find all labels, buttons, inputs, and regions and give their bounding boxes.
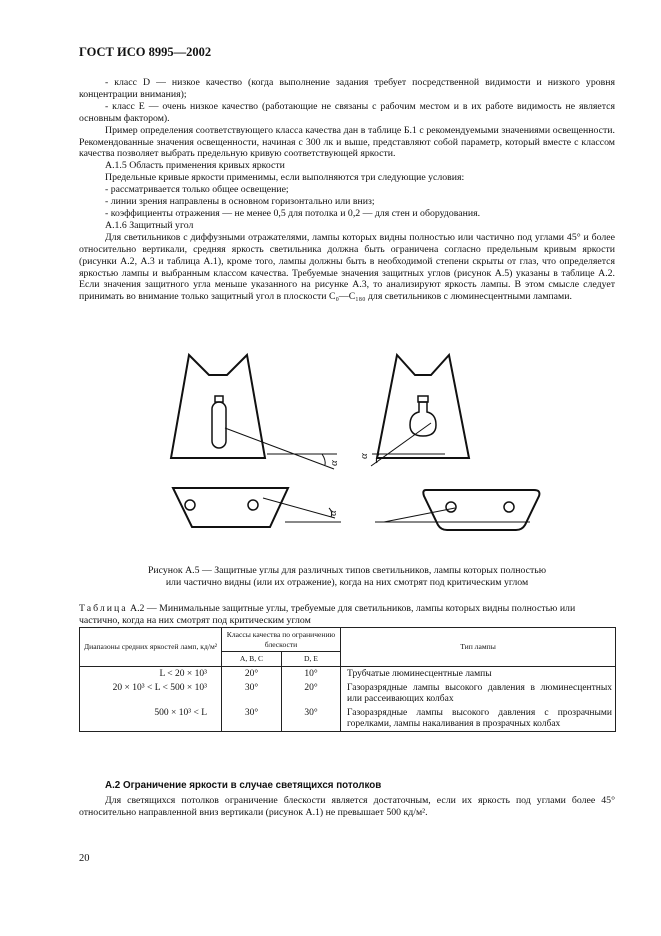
luminaire-right-body xyxy=(377,355,469,458)
paragraph: - класс D — низкое качество (когда выполнение задания требует посредственной видимости и низкого уровня концентрации внимания); xyxy=(79,77,615,100)
cell-de: 20° xyxy=(282,681,341,706)
table-row xyxy=(80,681,616,706)
cell-range: 20 × 10³ < L < 500 × 10³ xyxy=(80,681,222,706)
paragraph: - класс Е — очень низкое качество (работающие не связаны с рабочим местом и в их работе видимость не является основным фактором). xyxy=(79,100,615,124)
cell-type: Трубчатые люминесцентные лампы xyxy=(341,666,616,681)
page-number: 20 xyxy=(79,853,90,864)
luminaire-right-cross-section xyxy=(423,490,539,530)
caption-line: Рисунок А.5 — Защитные углы для различных типов светильников, лампы которых полностью xyxy=(147,565,547,576)
section-a2-heading: А.2 Ограничение яркости в случае светящихся потолков xyxy=(105,780,382,791)
angle-arc xyxy=(322,454,325,465)
cell-range: 500 × 10³ < L xyxy=(80,706,222,732)
cell-abc: 30° xyxy=(222,706,282,732)
cell-abc: 20° xyxy=(222,666,282,681)
cell-abc: 30° xyxy=(222,681,282,706)
table-a2 xyxy=(79,627,616,732)
cell-range: L < 20 × 10³ xyxy=(80,666,222,681)
alpha-label: α xyxy=(358,453,370,459)
sight-line xyxy=(384,508,455,522)
sight-line xyxy=(225,428,334,469)
lamp-circle xyxy=(446,502,456,512)
bulb-lamp-icon xyxy=(410,402,436,436)
list-item: - линии зрения направлены в основном горизонтально или вниз; xyxy=(105,196,375,208)
figure-caption xyxy=(79,565,615,589)
table-caption-text: А.2 — Минимальные защитные углы, требуемые для светильников, лампы которых видны полностью или частично, когда на них смотрят под критическим углом xyxy=(79,603,576,626)
cell-de: 30° xyxy=(282,706,341,732)
lamp-holder xyxy=(418,396,428,402)
section-heading: А.1.5 Область применения кривых яркости xyxy=(105,160,285,172)
col-header-classes: Классы качества по ограничению блескости xyxy=(222,628,341,652)
alpha-label: α xyxy=(327,510,339,516)
cell-type: Газоразрядные лампы высокого давления в люминесцентных или рассеивающих колбах xyxy=(341,681,616,706)
page-header: ГОСТ ИСО 8995—2002 xyxy=(79,45,212,59)
paragraph: Пример определения соответствующего класса качества дан в таблице Б.1 с рекомендуемыми значениями освещенности. Рекомендованные значения освещенности, начиная с 300 лк и выше, представляют собой параметр, который вместе с классом качества позволяет выбрать предельную кривую соответствующей яркости. xyxy=(79,124,615,160)
table-caption xyxy=(79,603,615,626)
col-header-range: Диапазоны средних яркостей ламп, кд/м² xyxy=(80,628,222,667)
body-text xyxy=(79,77,615,303)
lamp-circle xyxy=(248,500,258,510)
list-item: - коэффициенты отражения — не менее 0,5 для потолка и 0,2 — для стен и оборудования. xyxy=(105,207,481,219)
figure-a5 xyxy=(79,350,615,560)
paragraph: Для светящихся потолков ограничение блескости является достаточным, если их яркость под углами более 45° относительно направленной вниз вертикали (рисунок А.1) не превышает 500 кд/м². xyxy=(79,795,615,818)
cell-de: 10° xyxy=(282,666,341,681)
paragraph: Для светильников с диффузными отражателями, лампы которых видны полностью или частично под углами 45° и более относительно вертикали, средняя яркость светильника должна быть ограничена согласно предельным кривым яркости (рисунки А.2, А.3 и таблица А.1), кроме того, лампы должны быть в необходимой степени скрыты от глаз, что определяется яркостью лампы и выбранным классом качества. Требуемые значения защитных углов (рисунок А.5) указаны в таблице А.2. Если значения защитного угла меньше указанного на рисунке А.3, то анализируют яркость лампы. В этом смысле следует принимать во внимание только защитный угол в плоскости C₀—C₁₈₀ для светильников с люминесцентными лампами. xyxy=(79,231,615,303)
lamp-circle xyxy=(504,502,514,512)
col-header-de: D, Е xyxy=(282,652,341,667)
col-header-type: Тип лампы xyxy=(341,628,616,667)
table-row xyxy=(80,706,616,732)
col-header-abc: А, В, С xyxy=(222,652,282,667)
lamp-circle xyxy=(185,500,195,510)
section-heading: А.1.6 Защитный угол xyxy=(105,219,194,231)
luminaire-left-body xyxy=(171,355,265,458)
section-a2-text xyxy=(79,795,615,819)
list-item: - рассматривается только общее освещение; xyxy=(105,184,289,196)
cell-type: Газоразрядные лампы высокого давления с прозрачными горелками, лампы накаливания в прозрачных колбах xyxy=(341,706,616,732)
tube-lamp-icon xyxy=(212,402,226,448)
sight-line xyxy=(263,498,335,518)
lamp-holder xyxy=(215,396,223,402)
paragraph: Предельные кривые яркости применимы, если выполняются три следующие условия: xyxy=(105,172,465,184)
alpha-label: α xyxy=(328,460,340,466)
caption-line: или частично видны (или их отражение), когда на них смотрят под критическим углом xyxy=(165,577,529,588)
table-label: Таблица xyxy=(79,603,128,614)
luminaire-left-cross-section xyxy=(173,488,288,527)
table-row xyxy=(80,666,616,681)
